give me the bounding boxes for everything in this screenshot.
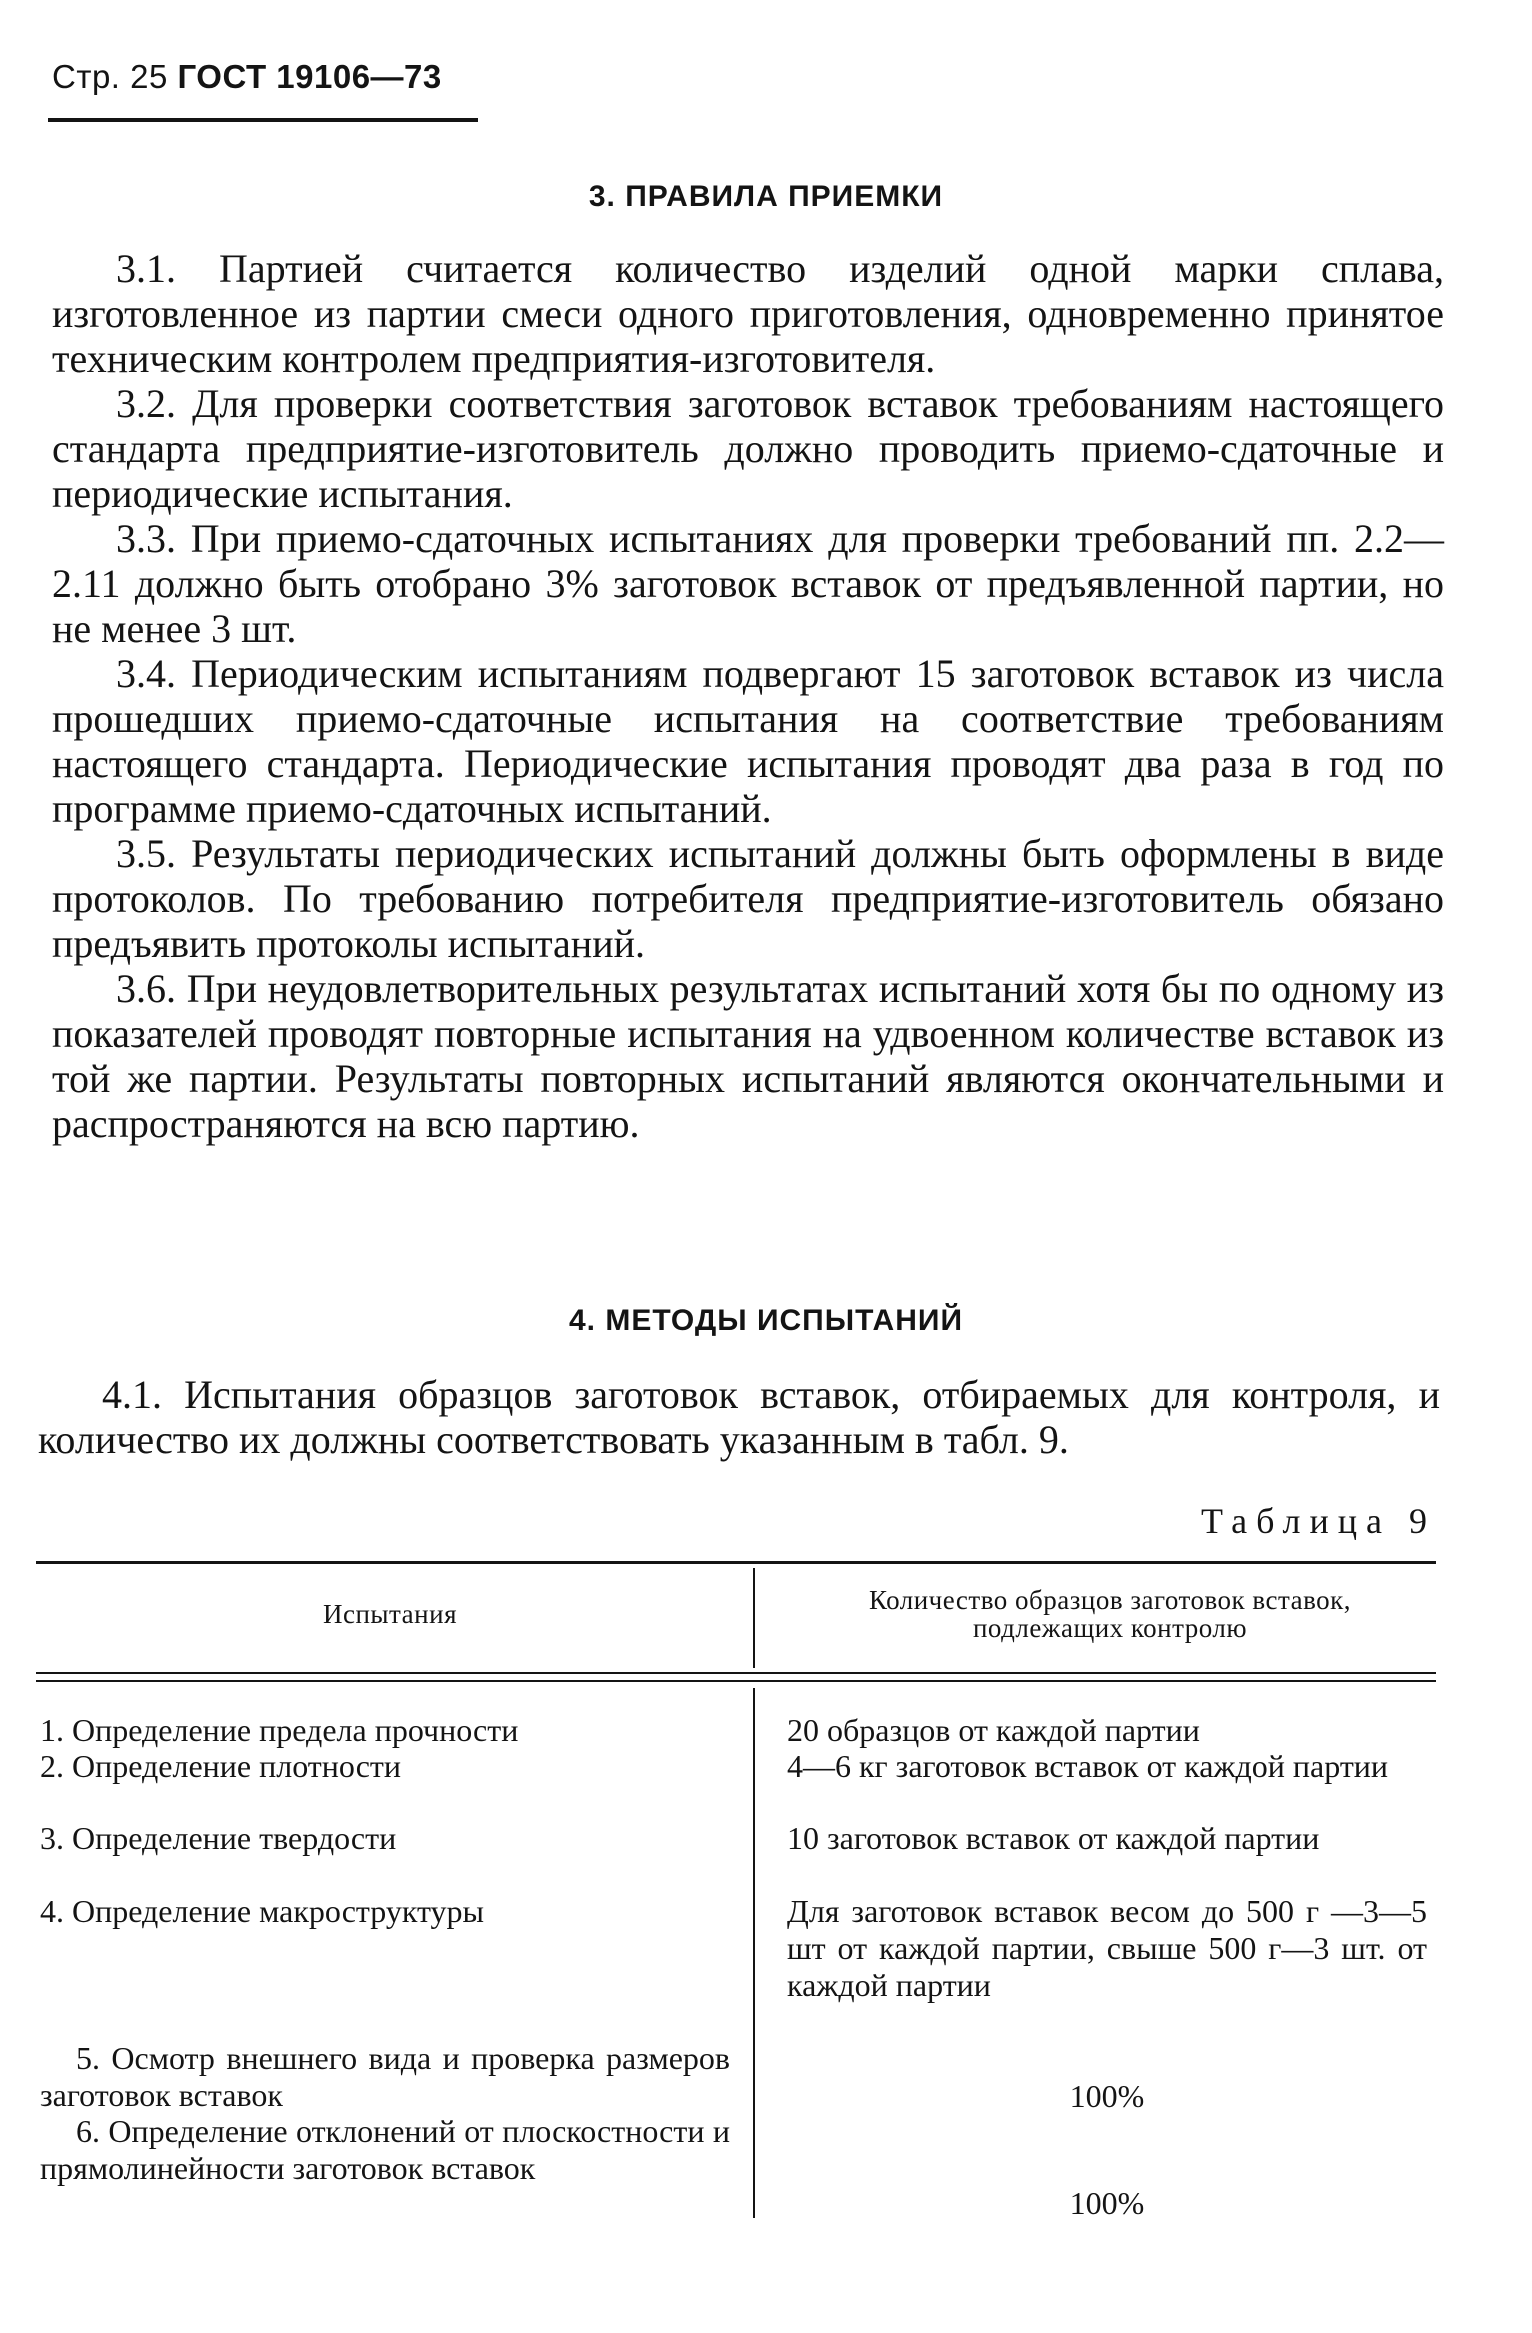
paragraph-4-1: 4.1. Испытания образцов заготовок вставок, отбираемых для контроля, и количество их должны соответствовать указанным в табл. 9.: [38, 1372, 1440, 1462]
table-row-1-quantity: 20 образцов от каждой партии: [787, 1712, 1200, 1748]
body-column-divider: [753, 1688, 755, 2218]
table-header-rule-1: [36, 1672, 1436, 1674]
table-row-3-test: 3. Определение твердости: [40, 1820, 397, 1856]
section-3-body: [52, 246, 1444, 1146]
standard-number: ГОСТ 19106—73: [177, 58, 442, 95]
table-row-6-test: 6. Определение отклонений от плоскостности и прямолинейности заготовок вставок: [40, 2113, 730, 2186]
header-column-divider: [753, 1568, 755, 1668]
table-row-1-test: 1. Определение предела прочности: [40, 1712, 519, 1748]
table-caption: Таблица 9: [1201, 1501, 1436, 1541]
paragraph-3-4: 3.4. Периодическим испытаниям подвергают 15 заготовок вставок из числа прошедших приемо-сдаточные испытания на соответствие требованиям настоящего стандарта. Периодические испытания проводят два раза в год по программе приемо-сдаточных испытаний.: [52, 651, 1444, 831]
table-row-2-test: 2. Определение плотности: [40, 1748, 402, 1784]
table-row-2-quantity: 4—6 кг заготовок вставок от каждой партии: [787, 1748, 1389, 1784]
table-row-6-quantity: 100%: [1069, 2185, 1145, 2221]
page-header: [52, 58, 482, 96]
paragraph-3-3: 3.3. При приемо-сдаточных испытаниях для проверки требований пп. 2.2—2.11 должно быть отобрано 3% заготовок вставок от предъявленной партии, но не менее 3 шт.: [52, 516, 1444, 651]
table-row-4-quantity: Для заготовок вставок весом до 500 г —3—5 шт от каждой партии, свыше 500 г—3 шт. от каждой партии: [787, 1893, 1427, 2003]
table-row-5-quantity: 100%: [1069, 2078, 1145, 2114]
table-row-4-test: 4. Определение макроструктуры: [40, 1893, 485, 1929]
section-4-heading: 4. МЕТОДЫ ИСПЫТАНИЙ: [569, 1304, 963, 1337]
table-header-rule-2: [36, 1680, 1436, 1682]
table-top-rule: [36, 1561, 1436, 1564]
section-4-body: [38, 1372, 1440, 1462]
section-3-heading: 3. ПРАВИЛА ПРИЕМКИ: [588, 180, 944, 213]
table-row-3-quantity: 10 заготовок вставок от каждой партии: [787, 1820, 1320, 1856]
page-number: Стр. 25: [52, 58, 168, 95]
table-row-5-test: 5. Осмотр внешнего вида и проверка размеров заготовок вставок: [40, 2040, 730, 2113]
paragraph-3-1: 3.1. Партией считается количество изделий одной марки сплава, изготовленное из партии смеси одного приготовления, одновременно принятое техническим контролем предприятия-изготовителя.: [52, 246, 1444, 381]
column-header-tests: Испытания: [322, 1599, 457, 1629]
paragraph-3-6: 3.6. При неудовлетворительных результатах испытаний хотя бы по одному из показателей проводят повторные испытания на удвоенном количестве вставок из той же партии. Результаты повторных испытаний являются окончательными и распространяются на всю партию.: [52, 966, 1444, 1146]
column-header-quantity: Количество образцов заготовок вставок, подлежащих контролю: [868, 1585, 1352, 1643]
paragraph-3-5: 3.5. Результаты периодических испытаний должны быть оформлены в виде протоколов. По требованию потребителя предприятие-изготовитель обязано предъявить протоколы испытаний.: [52, 831, 1444, 966]
paragraph-3-2: 3.2. Для проверки соответствия заготовок вставок требованиям настоящего стандарта предприятие-изготовитель должно проводить приемо-сдаточные и периодические испытания.: [52, 381, 1444, 516]
header-rule: [48, 118, 478, 122]
